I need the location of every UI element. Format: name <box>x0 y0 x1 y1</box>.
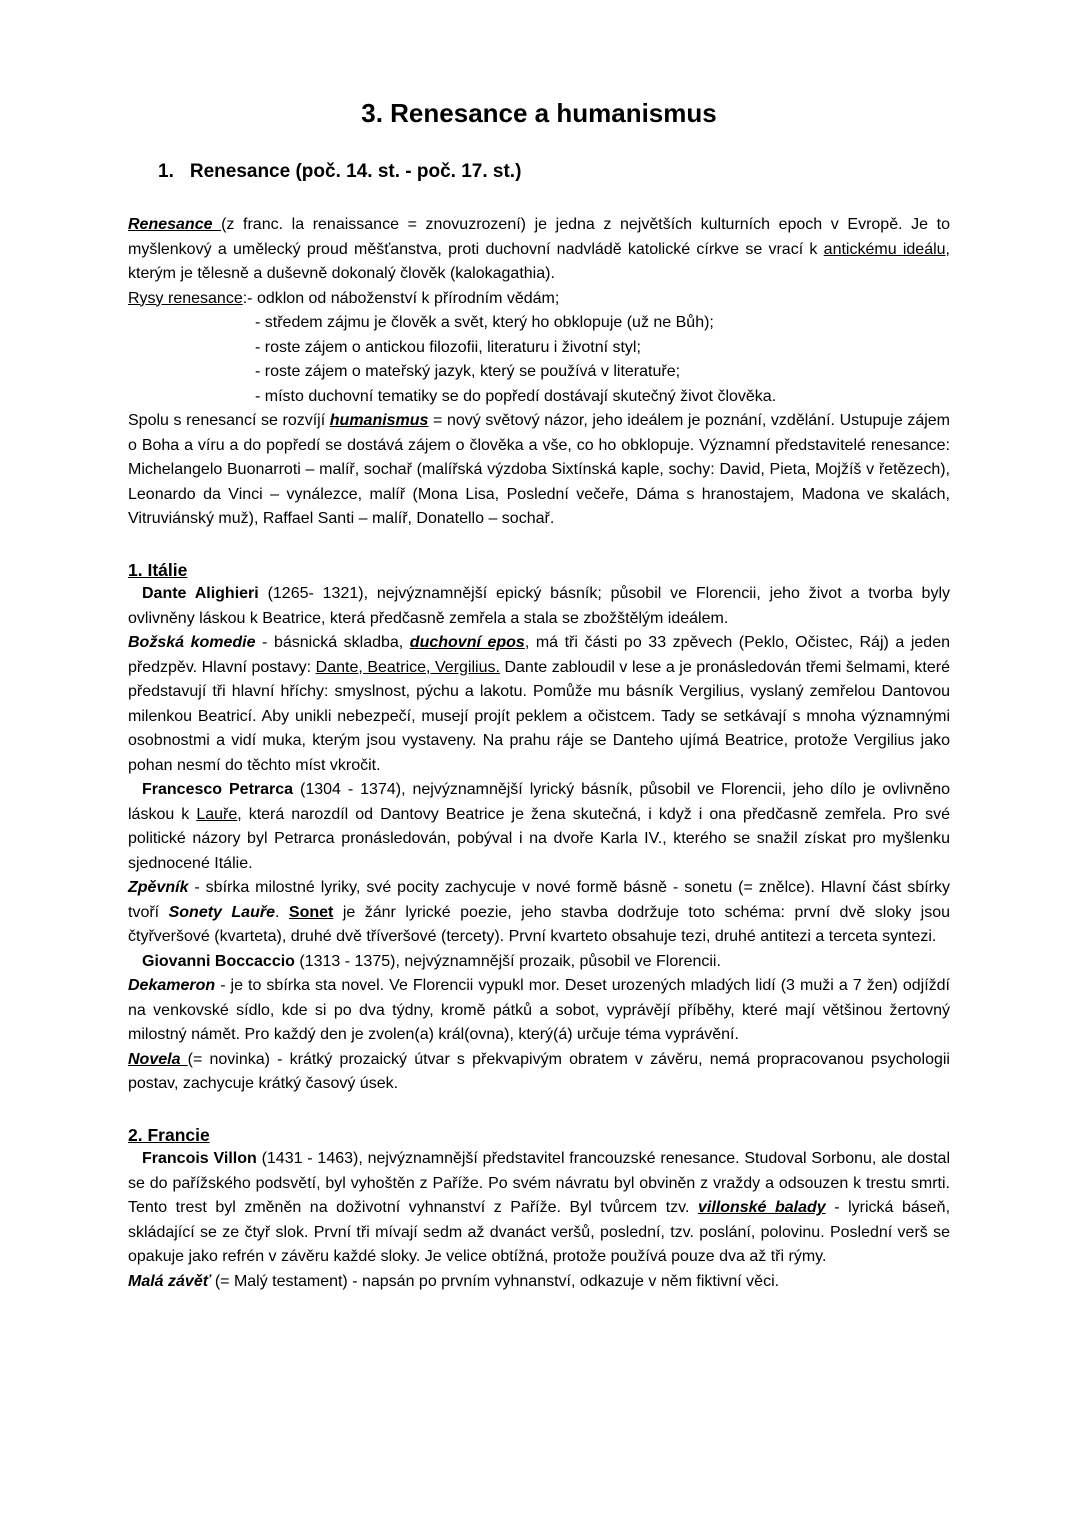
text-run: je žánr lyrické poezie, jeho stavba dodržuje toto schéma: první dvě sloky jsou čtyřveršové (kvarteta), druhé dvě tříveršové (tercety). První kvarteto obsahuje tezi, druhé antitezi a terceta syntezi. <box>128 903 951 945</box>
text-run: Malá závěť <box>128 1272 215 1290</box>
text-run: - lyrická báseň, skládající se ze čtyř slok. První tři mívají sedm až dvanáct veršů, poslední, tzv. poslání, polovinu. Poslední verš se opakuje jako refrén v závěru každé sloky. Je velice obtížná, protože používá pouze dva až tři rýmy. <box>128 1199 951 1265</box>
text-run: (1304 - 1374), nejvýznamnější lyrický básník, působil ve Florencii, jeho dílo je ovlivněno láskou k <box>128 781 950 823</box>
bullet-line: - roste zájem o mateřský jazyk, který se používá v literatuře; <box>255 363 681 380</box>
text-run: Zpěvník <box>128 879 189 896</box>
heading-text: Renesance (poč. 14. st. - poč. 17. st.) <box>189 161 522 182</box>
paragraph <box>128 974 950 1048</box>
section-heading <box>128 1123 950 1148</box>
text-run: :- odklon od náboženství k přírodním vědám; <box>242 289 560 307</box>
heading-number: 1. <box>158 161 174 182</box>
text-run: , která narozdíl od Dantovy Beatrice je žena skutečná, i když i ona předčasně zemřela. Pro své politické názory byl Petrarca pronásledován, pobýval i na dvoře Karla IV., kterého se snažil získat pro myšlenku sjednocené Itálie. <box>128 805 951 872</box>
text-run: Božská komedie <box>128 634 256 651</box>
paragraph <box>128 1048 950 1097</box>
main-heading <box>158 161 950 183</box>
paragraph <box>128 287 950 312</box>
text-run: Francesco Petrarca <box>142 781 300 798</box>
text-run: Dante, Beatrice, Vergilius. <box>315 658 500 676</box>
text-run: Dante zabloudil v lese a je pronásledován třemi šelmami, které představují tři hlavní hříchy: smyslnost, pýchu a lakotu. Pomůže mu básník Vergilius, vyslaný zemřelou Dantovou milenkou Beatricí. Aby unikli nebezpečí, musejí projít peklem a očistcem. Tady se setkávají s mnoha významnými osobnostmi a vidí muka, kterým jsou vystaveny. Na prahu ráje se Danteho ujímá Beatrice, protože Vergilius jako pohan nesmí do těchto míst vkročit. <box>128 658 951 774</box>
text-run: Sonet <box>288 903 334 921</box>
document-title: 3. Renesance a humanismus <box>361 98 717 128</box>
paragraph <box>128 631 950 778</box>
text-run: Dante Alighieri <box>142 585 268 602</box>
bullet-line: - místo duchovní tematiky se do popředí dostávají skutečný život člověka. <box>255 387 777 405</box>
text-run: Francois Villon <box>142 1150 262 1167</box>
section-heading <box>128 558 950 583</box>
text-run: Spolu s renesancí se rozvíjí <box>128 412 330 429</box>
paragraph <box>128 876 950 950</box>
text-run: = nový světový názor, jeho ideálem je poznání, vzdělání. Ustupuje zájem o Boha a víru a do popředí se dostává zájem o člověka a vše, co ho obklopuje. Významní představitelé renesance: Michelangelo Buonarroti – malíř, sochař (malířská výzdoba Sixtínská kaple, sochy: David, Pieta, Mojžíš v řetězech), Leonardo da Vinci – vynálezce, malíř (Mona Lisa, Poslední večeře, Dáma s hranostajem, Madona ve skalách, Vitruviánský muž), Raffael Santi – malíř, Donatello – sochař. <box>128 412 951 527</box>
text-run: . <box>274 903 289 921</box>
text-run: (1431 - 1463), nejvýznamnější představitel francouzské renesance. Studoval Sorbonu, ale dostal se do pařížského podsvětí, byl vyhoštěn z Paříže. Po svém návratu byl obviněn z vraždy a odsouzen k trestu smrti. Tento trest byl změněn na doživotní vyhnanství z Paříže. Byl tvůrcem tzv. <box>128 1150 950 1216</box>
paragraph <box>128 213 950 287</box>
text-run: Rysy renesance <box>128 289 243 307</box>
text-run: - je to sbírka sta novel. Ve Florencii vypukl mor. Deset urozených mladých lidí (3 muži a 7 žen) odjíždí na venkovské sídlo, kde si po dva týdny, kromě pátků a sobot, vyprávějí příběhy, které mají většinou žertovný milostný námět. Pro každý den je zvolen(a) král(ovna), který(á) určuje téma vyprávění. <box>128 977 950 1043</box>
bullet-line: - středem zájmu je člověk a svět, který ho obklopuje (už ne Bůh); <box>255 314 714 331</box>
text-run: (= Malý testament) - napsán po prvním vyhnanství, odkazuje v něm fiktivní věci. <box>214 1272 780 1290</box>
text-run: 2. Francie <box>128 1124 210 1145</box>
text-run: - sbírka milostné lyriky, své pocity zachycuje v nové formě básně - sonetu (= znělce). Hlavní část sbírky tvoří <box>128 879 950 921</box>
text-run: , má tři části po 33 zpěvech (Peklo, Očistec, Ráj) a jeden předzpěv. Hlavní postavy: <box>128 634 950 676</box>
paragraph <box>128 1270 950 1295</box>
text-run: duchovní epos <box>409 634 525 651</box>
text-run: antickému ideálu, <box>823 240 951 258</box>
text-run: - básnická skladba, <box>255 634 410 651</box>
text-run: (z franc. la renaissance = znovuzrození) je jedna z největších kulturních epoch v Evropě. Je to myšlenkový a umělecký proud měšťanstva, proti duchovní nadvládě katolické církve se vrací k <box>128 216 950 258</box>
text-run: Giovanni Boccaccio <box>142 952 300 970</box>
bullet-lines <box>255 311 950 409</box>
text-run: 1. Itálie <box>128 559 188 580</box>
document-body <box>128 213 950 1294</box>
bullet-line: - roste zájem o antickou filozofii, literaturu i životní styl; <box>255 338 641 356</box>
paragraph <box>128 582 950 631</box>
text-run: humanismus <box>329 412 429 429</box>
text-run: (1265- 1321), nejvýznamnější epický básník; působil ve Florencii, jeho život a tvorba byly ovlivněny láskou k Beatrice, která předčasně zemřela a stala se zbožštělým ideálem. <box>128 585 950 627</box>
text-run: Lauře <box>196 805 238 823</box>
paragraph <box>128 409 950 532</box>
text-run: villonské balady <box>697 1199 826 1216</box>
text-run: (= novinka) - krátký prozaický útvar s překvapivým obratem v závěru, nemá propracovanou psychologii postav, zachycuje krátký časový úsek. <box>128 1050 950 1092</box>
text-run: kterým je tělesně a duševně dokonalý člověk (kalokagathia). <box>128 265 555 282</box>
text-run: Sonety Lauře <box>168 903 275 921</box>
text-run: Renesance <box>128 216 222 233</box>
paragraph <box>128 1147 950 1270</box>
text-run: Dekameron <box>128 977 216 994</box>
paragraph <box>128 950 950 975</box>
text-run: (1313 - 1375), nejvýznamnější prozaik, působil ve Florencii. <box>299 952 721 970</box>
paragraph <box>128 778 950 876</box>
text-run: Novela <box>128 1050 188 1068</box>
